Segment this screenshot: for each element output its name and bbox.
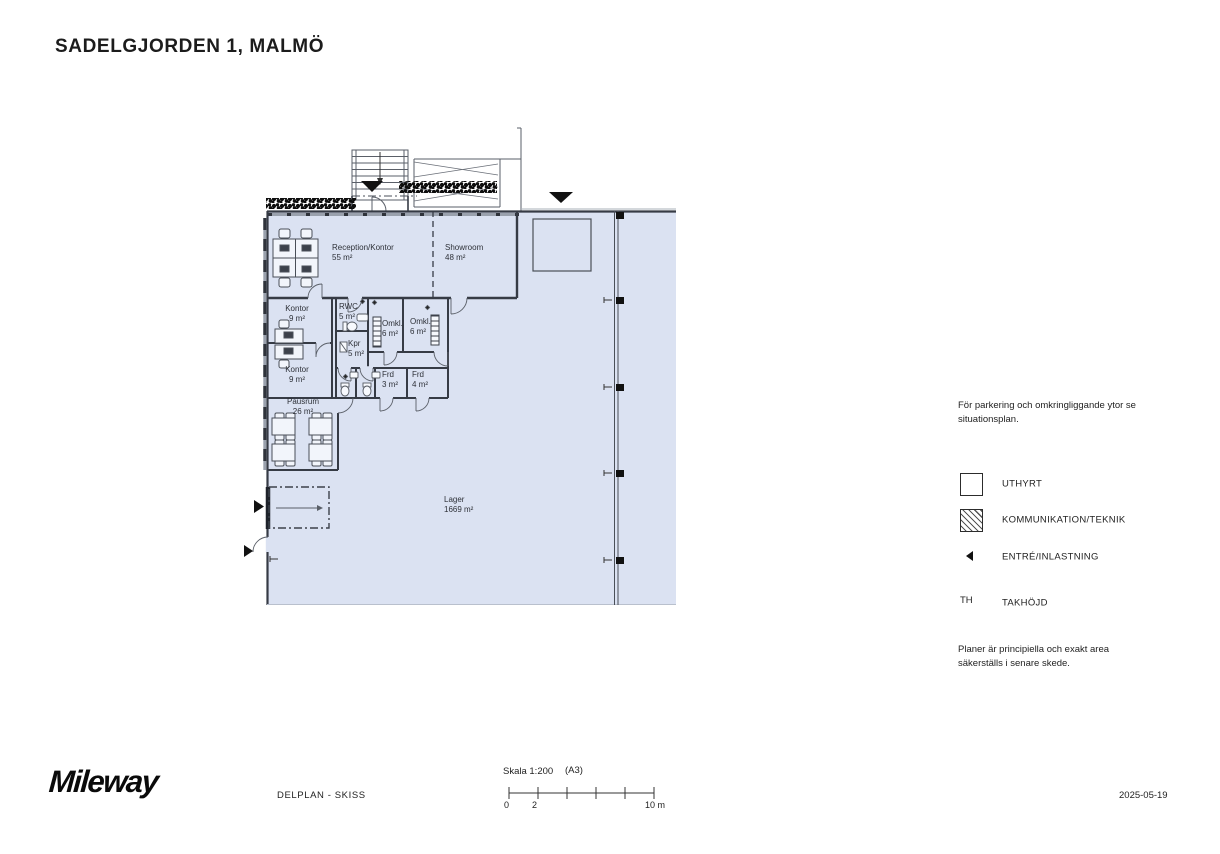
entrance-marker-left-lower [244, 545, 253, 557]
room-label-kontor-1: Kontor 9 m² [285, 304, 309, 323]
exterior-ramp [414, 128, 521, 211]
scale-bar [506, 784, 658, 802]
entrance-marker-top-right [549, 192, 573, 203]
scale-label: Skala 1:200 [503, 766, 554, 777]
room-label-kpr: Kpr 5 m² [348, 339, 364, 358]
room-label-omkl-2: Omkl. 6 m² [410, 317, 431, 336]
scale-tick-2: 2 [532, 800, 538, 810]
uthyrt-swatch-icon [960, 473, 983, 496]
legend-label: TAKHÖJD [1002, 597, 1048, 609]
room-label-frd-2: Frd 4 m² [412, 370, 428, 389]
hedge-strip-right [399, 181, 497, 193]
entry-triangle-icon [966, 551, 973, 561]
page-title: SADELGJORDEN 1, MALMÖ [55, 36, 325, 57]
room-label-omkl-1: Omkl. 6 m² [382, 319, 403, 338]
mileway-logo: Mileway [47, 764, 159, 799]
legend-label: ENTRÉ/INLASTNING [1002, 551, 1099, 563]
scale-tick-10m: 10 m [645, 800, 666, 810]
hatched-swatch-icon [960, 509, 983, 532]
room-label-kontor-2: Kontor 9 m² [285, 365, 309, 384]
room-label-rwc: RWC 5 m² [339, 302, 358, 321]
room-label-showroom: Showroom 48 m² [445, 243, 484, 262]
room-label-lager: Lager 1669 m² [444, 495, 474, 514]
entrance-marker-left-upper [254, 500, 264, 513]
parking-note: För parkering och omkringliggande ytor se situationsplan. [958, 400, 1136, 425]
drawing-type-label: DELPLAN - SKISS [277, 790, 366, 801]
lockers-omkl-1 [373, 317, 381, 347]
room-label-frd-1: Frd 3 m² [382, 370, 398, 389]
legend-label: KOMMUNIKATION/TEKNIK [1002, 514, 1126, 526]
date-stamp: 2025-05-19 [1119, 790, 1168, 801]
legend-label: UTHYRT [1002, 478, 1043, 490]
room-label-pausrum: Pausrum 26 m² [286, 397, 319, 416]
disclaimer-note: Planer är principiella och exakt area säkerställs i senare skede. [958, 644, 1110, 669]
lockers-omkl-2 [431, 315, 439, 345]
room-label-reception: Reception/Kontor 55 m² [332, 243, 394, 262]
hedge-strip-left [266, 198, 356, 209]
paper-size-label: (A3) [565, 765, 583, 776]
th-abbreviation: TH [960, 595, 973, 606]
scale-tick-0: 0 [504, 800, 510, 810]
